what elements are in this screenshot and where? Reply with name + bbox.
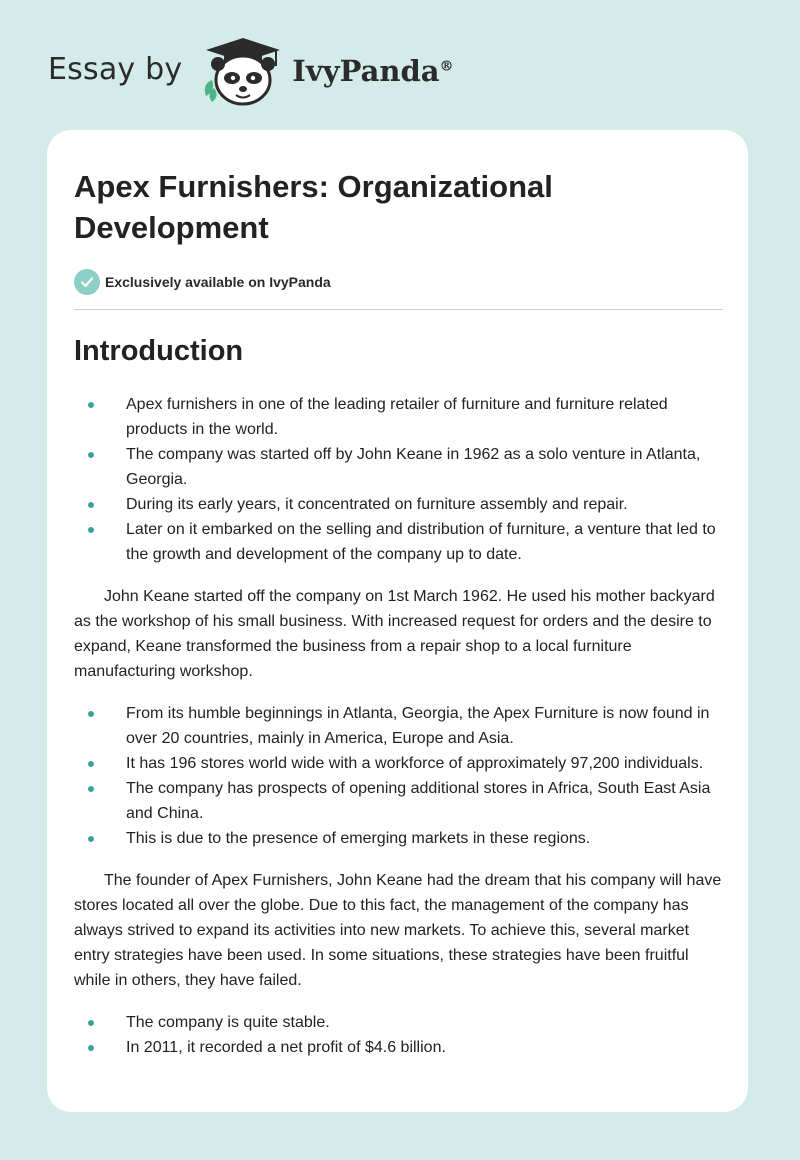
list-item: During its early years, it concentrated on furniture assembly and repair.	[74, 492, 723, 517]
list-item: The company has prospects of opening additional stores in Africa, South East Asia and China.	[74, 776, 723, 826]
brand-name[interactable]: IvyPanda®	[292, 54, 454, 88]
list-item: It has 196 stores world wide with a workforce of approximately 97,200 individuals.	[74, 751, 723, 776]
paragraph: The founder of Apex Furnishers, John Keane had the dream that his company will have stores located all over the globe. Due to this fact, the management of the company has always strived to expand its activities into new markets. To achieve this, several market entry strategies have been used. In some situations, these strategies have been fruitful while in others, they have failed.	[74, 872, 722, 989]
page-title: Apex Furnishers: Organizational Development	[74, 169, 553, 245]
list-item: From its humble beginnings in Atlanta, Georgia, the Apex Furniture is now found in over 20 countries, mainly in America, Europe and Asia.	[74, 701, 723, 751]
list-item: The company is quite stable.	[74, 1010, 723, 1035]
list-item: This is due to the presence of emerging markets in these regions.	[74, 826, 723, 851]
check-icon	[74, 269, 100, 295]
list-item: The company was started off by John Keane in 1962 as a solo venture in Atlanta, Georgia.	[74, 442, 723, 492]
list-item: Later on it embarked on the selling and distribution of furniture, a venture that led to the growth and development of the company up to date.	[74, 517, 723, 567]
panda-logo-icon[interactable]	[200, 36, 286, 108]
list-item: In 2011, it recorded a net profit of $4.6 billion.	[74, 1035, 723, 1060]
bullet-list-3	[74, 1010, 722, 1060]
essay-by-label: Essay by	[48, 51, 183, 87]
divider	[74, 309, 723, 310]
section-heading: Introduction	[74, 335, 244, 367]
site-header	[48, 36, 454, 108]
badge-label: Exclusively available on IvyPanda	[105, 274, 331, 290]
bullet-list-1	[74, 392, 722, 567]
bullet-list-2	[74, 701, 722, 851]
exclusive-badge	[74, 268, 722, 296]
essay-card	[47, 130, 748, 1112]
paragraph: John Keane started off the company on 1st March 1962. He used his mother backyard as the workshop of his small business. With increased request for orders and the desire to expand, Keane transformed the business from a repair shop to a local furniture manufacturing workshop.	[74, 588, 715, 680]
list-item: Apex furnishers in one of the leading retailer of furniture and furniture related products in the world.	[74, 392, 723, 442]
